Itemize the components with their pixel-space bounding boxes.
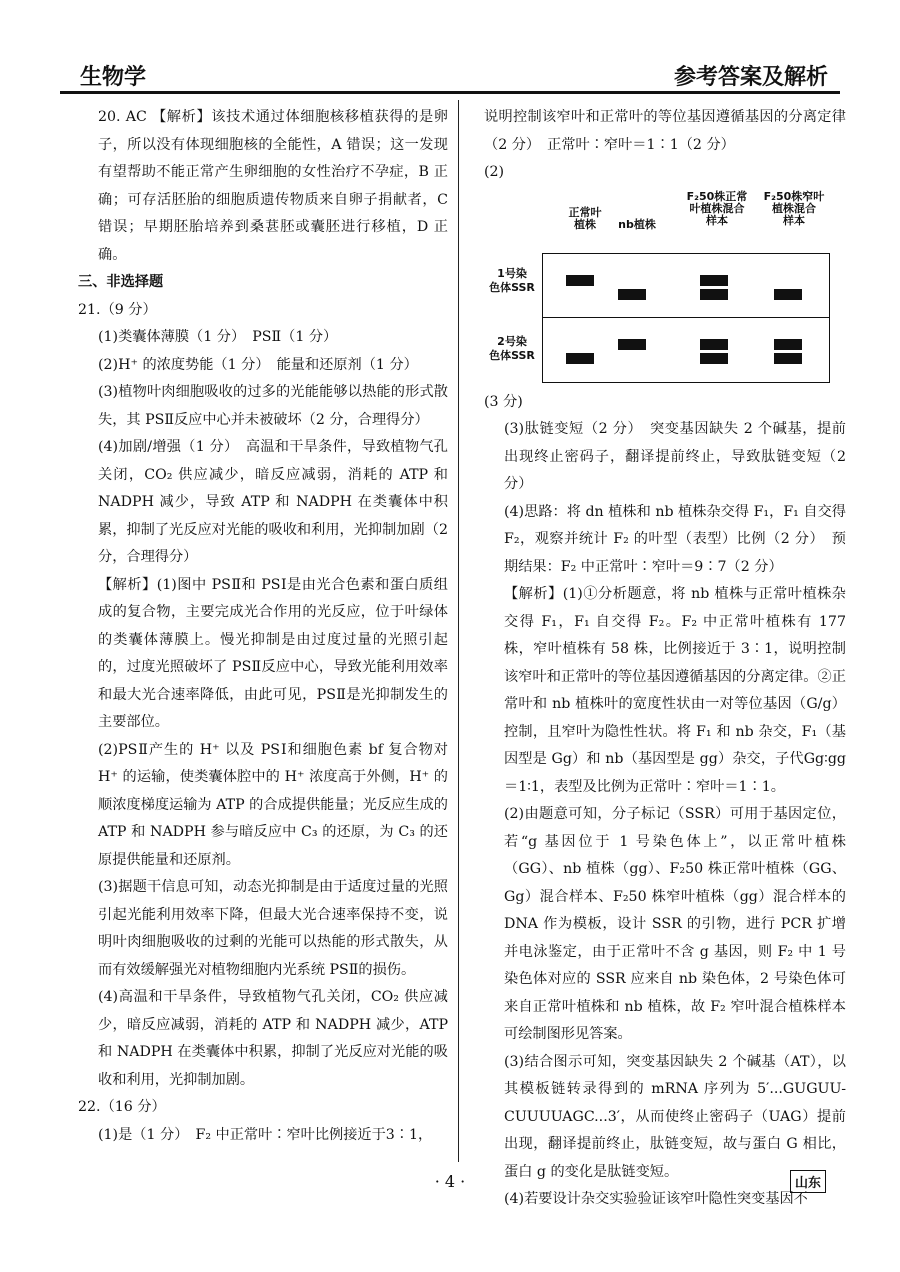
- gel-band: [618, 289, 646, 300]
- gel-row-divider: [542, 317, 830, 318]
- analysis-22-3: (3)结合图示可知，突变基因缺失 2 个碱基（AT），以其模板链转录得到的 mRNA 序列为 5′...GUGUU-CUUUUAGC...3′，从而使终止密码子（UAG）提前出现，翻译提前终止，肽链变短，故与蛋白 G 相比，蛋白 g 的变化是肽链变短。: [504, 1053, 846, 1180]
- page-header: [60, 58, 840, 92]
- analysis-22-1: 【解析】(1)①分析题意，将 nb 植株与正常叶植株杂交得 F₁，F₁ 自交得 F₂。F₂ 中正常叶植株有 177 株，窄叶植株有 58 株，比例接近于 3∶1，说明控制该窄叶和正常叶的等位基因遵循基因的分离定律。②正常叶和 nb 植株叶的宽度性状由一对等位基因（G/g）控制，且窄叶为隐性性状。将 F₁ 和 nb 杂交，F₁（基因型是 Gg）和 nb（基因型是 gg）杂交，子代Gg∶gg＝1∶1，表型及比例为正常叶∶窄叶＝1∶1。: [504, 586, 846, 795]
- left-column: [78, 104, 448, 1149]
- gel-band: [566, 275, 594, 286]
- page-number: · 4 ·: [434, 1172, 466, 1191]
- answer-20: 20. AC 【解析】该技术通过体细胞核移植获得的是卵子，所以没有体现细胞核的全能性，A 错误；这一发现有望帮助不能正常产生卵细胞的女性治疗不孕症，B 正确；可存活胚胎的细胞质遗传物质来自卵子捐献者，C 错误；早期胚胎培养到桑葚胚或囊胚进行移植，D 正确。: [98, 109, 448, 263]
- answer-22-1-cont: 说明控制该窄叶和正常叶的等位基因遵循基因的分离定律（2 分） 正常叶∶窄叶＝1∶1（2 分）: [484, 109, 846, 153]
- gel-row-label-chr2: 2号染 色体SSR: [489, 334, 535, 362]
- gel-band: [774, 353, 802, 364]
- answer-22-2-label: (2): [484, 164, 505, 180]
- gel-band: [700, 275, 728, 286]
- answer-21-3: (3)植物叶肉细胞吸收的过多的光能能够以热能的形式散失，其 PSⅡ反应中心并未被破坏（2 分，合理得分）: [98, 384, 448, 428]
- question-21-title: 21.（9 分）: [78, 301, 157, 318]
- answer-21-2: (2)H⁺ 的浓度势能（1 分） 能量和还原剂（1 分）: [98, 356, 418, 373]
- answer-21-1: (1)类囊体薄膜（1 分） PSⅡ（1 分）: [98, 329, 338, 345]
- answer-22-1-start: (1)是（1 分） F₂ 中正常叶∶窄叶比例接近于3∶1，: [98, 1126, 433, 1143]
- gel-band: [566, 353, 594, 364]
- analysis-21-1: 【解析】(1)图中 PSⅡ和 PSⅠ是由光合色素和蛋白质组成的复合物，主要完成光合作用的光反应，位于叶绿体的类囊体薄膜上。慢光抑制是由过度过量的光照引起的，过度光照破坏了 PSⅡ反应中心，导致光能利用效率和最大光合速率降低，由此可见，PSⅡ是光抑制发生的主要部位。: [98, 576, 448, 730]
- gel-band: [700, 289, 728, 300]
- question-22-title: 22.（16 分）: [78, 1099, 166, 1115]
- gel-col-header-f2-narrow: F₂50株窄叶 植株混合 样本: [763, 189, 825, 227]
- analysis-22-2: (2)由题意可知，分子标记（SSR）可用于基因定位，若“g 基因位于 1 号染色体上”，以正常叶植株（GG）、nb 植株（gg）、F₂50 株正常叶植株（GG、Gg）混合样本、F₂50 株窄叶植株（gg）混合样本的 DNA 作为模板，设计 SSR 的引物，进行 PCR 扩增并电泳鉴定，由于正常叶不含 g 基因，则 F₂ 中 1 号染色体对应的 SSR 应来自 nb 染色体，2 号染色体可来自正常叶植株和 nb 植株，故 F₂ 窄叶混合植株样本可绘制图形见答案。: [504, 806, 846, 1042]
- gel-col-header-f2-normal: F₂50株正常 叶植株混合 样本: [686, 189, 748, 227]
- analysis-21-2: (2)PSⅡ产生的 H⁺ 以及 PSⅠ和细胞色素 bf 复合物对 H⁺ 的运输，使类囊体腔中的 H⁺ 浓度高于外侧，H⁺ 的顺浓度梯度运输为 ATP 的合成提供能量；光反应生成的 ATP 和 NADPH 参与暗反应中 C₃ 的还原，为 C₃ 的还原提供能量和还原剂。: [98, 741, 448, 868]
- gel-band: [700, 339, 728, 350]
- answer-21-4: (4)加剧/增强（1 分） 高温和干旱条件，导致植物气孔关闭，CO₂ 供应减少，暗反应减弱，消耗的 ATP 和 NADPH 减少，导致 ATP 和 NADPH 在类囊体中积累，抑制了光反应对光能的吸收和利用，光抑制加剧（2 分，合理得分）: [98, 439, 448, 565]
- analysis-21-4: (4)高温和干旱条件，导致植物气孔关闭，CO₂ 供应减少，暗反应减弱，消耗的 ATP 和 NADPH 减少，ATP 和 NADPH 在类囊体中积累，抑制了光反应对光能的吸收和利用，光抑制加剧。: [98, 989, 448, 1088]
- gel-band: [774, 289, 802, 300]
- answer-22-2-score: (3 分): [484, 393, 523, 410]
- analysis-22-4-start: (4)若要设计杂交实验验证该窄叶隐性突变基因不: [504, 1191, 808, 1207]
- analysis-21-3: (3)据题干信息可知，动态光抑制是由于适度过量的光照引起光能利用效率下降，但最大光合速率保持不变，说明叶肉细胞吸收的过剩的光能可以热能的形式散失，从而有效缓解强光对植物细胞内光系统 PSⅡ的损伤。: [98, 879, 448, 978]
- section-heading: 三、非选择题: [78, 274, 164, 290]
- subject-label: 生物学: [80, 64, 147, 90]
- column-divider: [458, 100, 459, 1162]
- gel-col-header-nb: nb植株: [618, 217, 656, 231]
- electrophoresis-diagram: [484, 189, 834, 385]
- gel-col-header-normal: 正常叶 植株: [568, 205, 602, 231]
- region-tag: 山东: [790, 1170, 826, 1193]
- gel-band: [700, 353, 728, 364]
- answer-22-3: (3)肽链变短（2 分） 突变基因缺失 2 个碱基，提前出现终止密码子，翻译提前终止，导致肽链变短（2 分）: [504, 421, 846, 492]
- header-title: 参考答案及解析: [673, 64, 828, 90]
- header-rule: [60, 91, 840, 94]
- answer-22-4: (4)思路：将 dn 植株和 nb 植株杂交得 F₁，F₁ 自交得 F₂，观察并统计 F₂ 的叶型（表型）比例（2 分） 预期结果：F₂ 中正常叶∶窄叶＝9∶7（2 分）: [504, 503, 846, 575]
- gel-band: [618, 339, 646, 350]
- gel-row-label-chr1: 1号染 色体SSR: [489, 266, 535, 294]
- gel-band: [774, 339, 802, 350]
- right-column: [484, 104, 846, 1214]
